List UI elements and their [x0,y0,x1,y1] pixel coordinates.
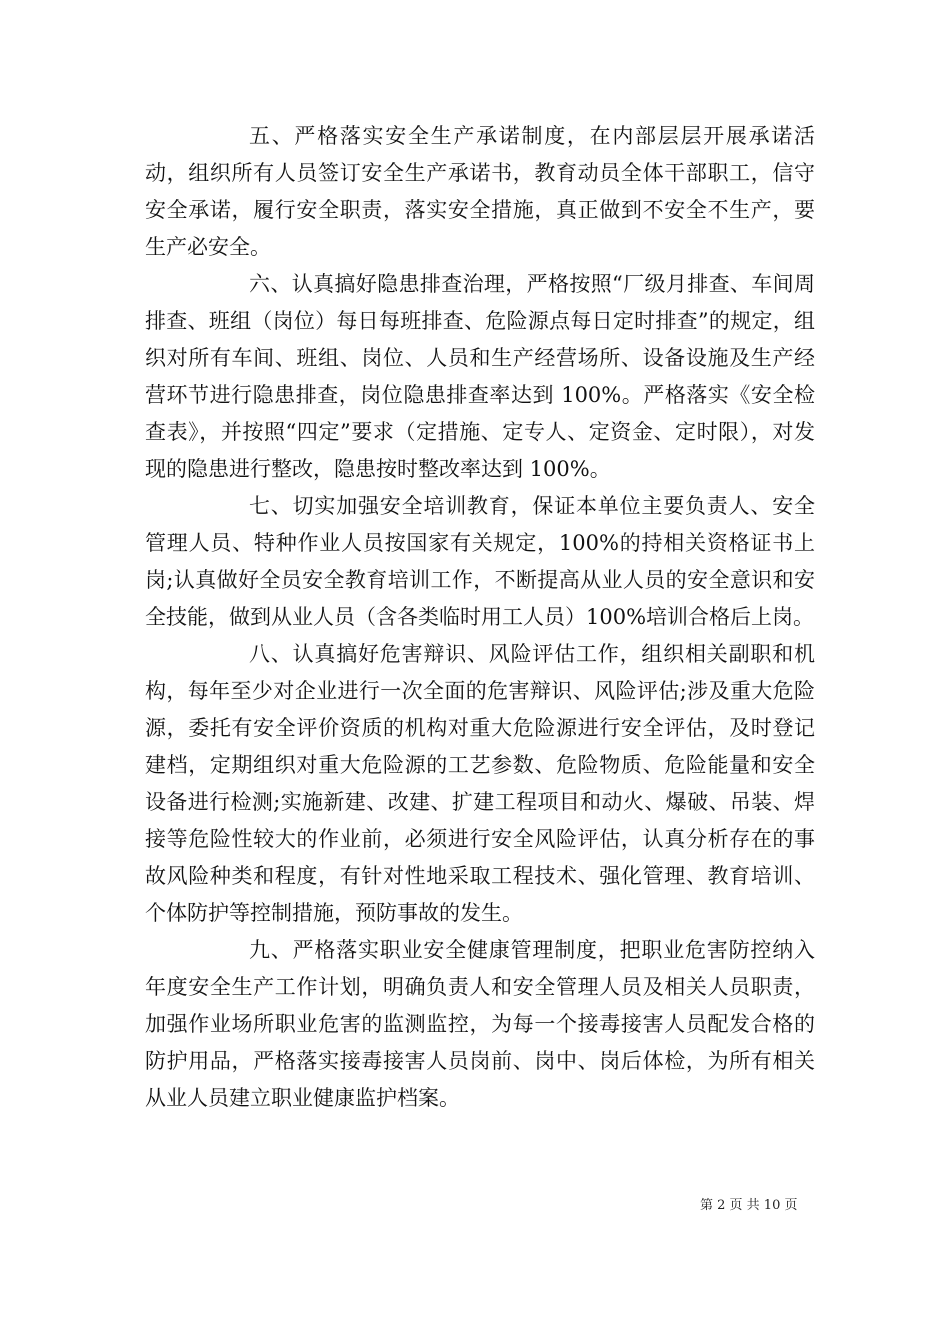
paragraph-7: 七、切实加强安全培训教育，保证本单位主要负责人、安全管理人员、特种作业人员按国家有关规定，100%的持相关资格证书上岗;认真做好全员安全教育培训工作，不断提高从业人员的安全意识和安全技能，做到从业人员（含各类临时用工人员）100%培训合格后上岗。 [145,494,815,629]
paragraph-9: 九、严格落实职业安全健康管理制度，把职业危害防控纳入年度安全生产工作计划，明确负责人和安全管理人员及相关人员职责，加强作业场所职业危害的监测监控，为每一个接毒接害人员配发合格的防护用品，严格落实接毒接害人员岗前、岗中、岗后体检，为所有相关从业人员建立职业健康监护档案。 [145,938,815,1110]
paragraph-5: 五、严格落实安全生产承诺制度，在内部层层开展承诺活动，组织所有人员签订安全生产承诺书，教育动员全体干部职工，信守安全承诺，履行安全职责，落实安全措施，真正做到不安全不生产，要生产必安全。 [145,124,815,259]
paragraph-8: 八、认真搞好危害辩识、风险评估工作，组织相关副职和机构，每年至少对企业进行一次全面的危害辩识、风险评估;涉及重大危险源，委托有安全评价资质的机构对重大危险源进行安全评估，及时登记建档，定期组织对重大危险源的工艺参数、危险物质、危险能量和安全设备进行检测;实施新建、改建、扩建工程项目和动火、爆破、吊装、焊接等危险性较大的作业前，必须进行安全风险评估，认真分析存在的事故风险种类和程度，有针对性地采取工程技术、强化管理、教育培训、个体防护等控制措施，预防事故的发生。 [145,642,815,925]
page-number-footer: 第 2 页 共 10 页 [700,1198,798,1213]
document-body [145,118,815,1117]
paragraph-6: 六、认真搞好隐患排查治理，严格按照“厂级月排查、车间周排查、班组（岗位）每日每班排查、危险源点每日定时排查”的规定，组织对所有车间、班组、岗位、人员和生产经营场所、设备设施及生产经营环节进行隐患排查，岗位隐患排查率达到 100%。严格落实《安全检查表》，并按照“四定”要求（定措施、定专人、定资金、定时限），对发现的隐患进行整改，隐患按时整改率达到 100%。 [145,272,815,481]
